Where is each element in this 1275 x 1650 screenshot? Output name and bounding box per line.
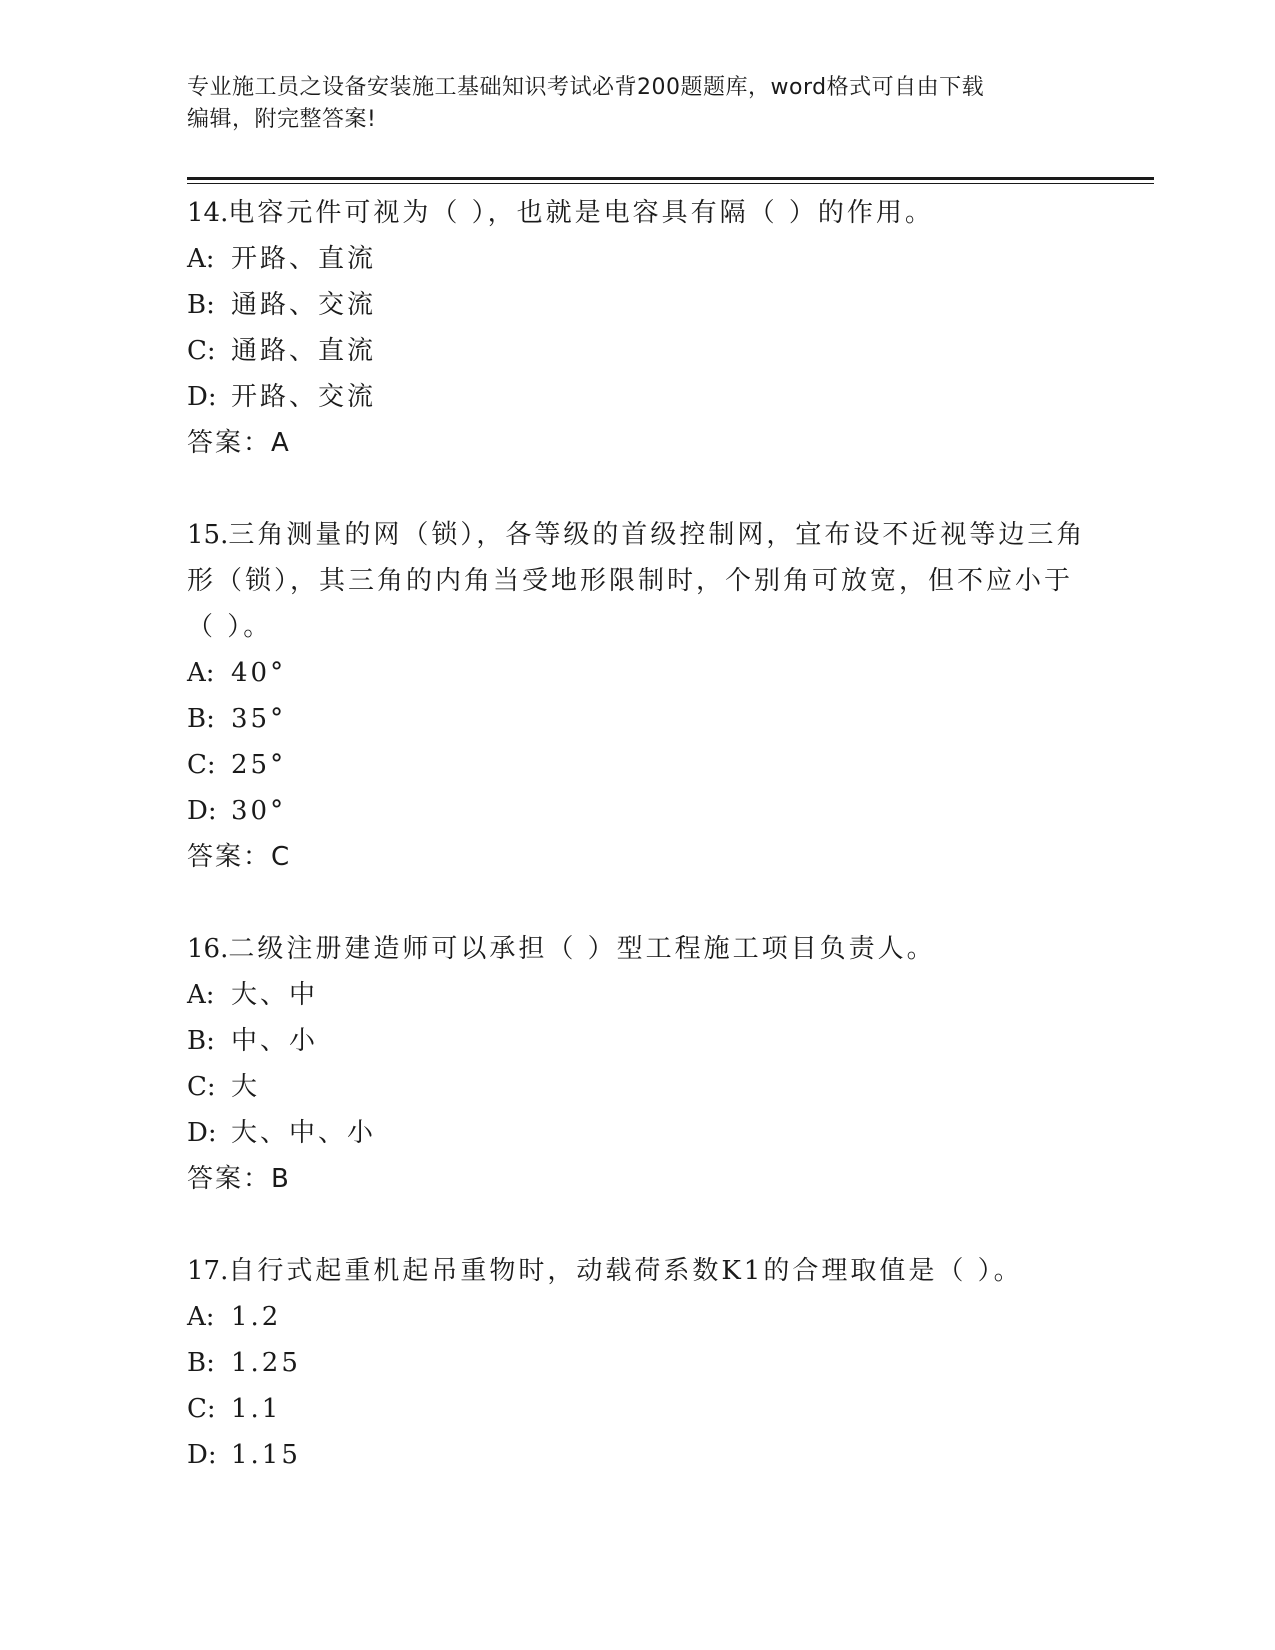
option-c xyxy=(187,328,1087,374)
option-text: 1.2 xyxy=(231,1302,282,1332)
question-stem xyxy=(187,512,1087,650)
option-letter: D: xyxy=(187,1118,217,1148)
option-text: 40° xyxy=(231,658,287,688)
header-divider-thin xyxy=(187,183,1154,184)
question-15 xyxy=(187,512,1087,880)
option-letter: C: xyxy=(187,1072,216,1102)
option-d xyxy=(187,788,1087,834)
option-letter: D: xyxy=(187,382,217,412)
option-a xyxy=(187,650,1087,696)
option-letter: A: xyxy=(187,244,215,274)
question-text: 自行式起重机起吊重物时，动载荷系数K1的合理取值是（ ）。 xyxy=(228,1256,1023,1286)
option-text: 1.1 xyxy=(231,1394,282,1424)
question-list xyxy=(187,190,1087,1524)
option-text: 25° xyxy=(231,750,287,780)
option-text: 开路、交流 xyxy=(231,382,377,412)
option-letter: A: xyxy=(187,1302,215,1332)
option-text: 通路、直流 xyxy=(231,336,377,366)
question-text: 三角测量的网（锁），各等级的首级控制网，宜布设不近视等边三角形（锁），其三角的内角当受地形限制时，个别角可放宽，但不应小于（ ）。 xyxy=(187,520,1086,642)
question-stem xyxy=(187,190,1087,236)
option-letter: B: xyxy=(187,704,215,734)
document-header xyxy=(187,72,1067,136)
option-letter: D: xyxy=(187,1440,217,1470)
option-letter: B: xyxy=(187,290,215,320)
option-text: 开路、直流 xyxy=(231,244,377,274)
question-number: 14. xyxy=(187,198,229,228)
option-d xyxy=(187,374,1087,420)
option-text: 35° xyxy=(231,704,287,734)
answer-line: 答案：C xyxy=(187,842,292,872)
header-line-1: 专业施工员之设备安装施工基础知识考试必背200题题库，word格式可自由下载 xyxy=(187,75,985,100)
question-number: 17. xyxy=(187,1256,229,1286)
question-text: 二级注册建造师可以承担（ ）型工程施工项目负责人。 xyxy=(228,934,936,964)
option-a xyxy=(187,236,1087,282)
option-d xyxy=(187,1110,1087,1156)
option-text: 1.25 xyxy=(231,1348,301,1378)
option-text: 30° xyxy=(231,796,287,826)
answer-line: 答案：A xyxy=(187,428,291,458)
option-a xyxy=(187,1294,1087,1340)
option-c xyxy=(187,1386,1087,1432)
option-letter: B: xyxy=(187,1348,215,1378)
option-text: 通路、交流 xyxy=(231,290,377,320)
question-text: 电容元件可视为（ ），也就是电容具有隔（ ）的作用。 xyxy=(228,198,934,228)
option-b xyxy=(187,1018,1087,1064)
header-divider-thick xyxy=(187,177,1154,180)
question-16 xyxy=(187,926,1087,1202)
option-c xyxy=(187,742,1087,788)
option-text: 大、中 xyxy=(231,980,319,1010)
question-number: 15. xyxy=(187,520,229,550)
option-b xyxy=(187,696,1087,742)
question-17 xyxy=(187,1248,1087,1478)
option-letter: C: xyxy=(187,750,216,780)
option-b xyxy=(187,1340,1087,1386)
header-line-2: 编辑，附完整答案! xyxy=(187,107,377,132)
option-text: 大、中、小 xyxy=(231,1118,377,1148)
option-b xyxy=(187,282,1087,328)
option-d xyxy=(187,1432,1087,1478)
question-14 xyxy=(187,190,1087,466)
question-stem xyxy=(187,926,1087,972)
option-text: 中、小 xyxy=(231,1026,319,1056)
option-text: 大 xyxy=(231,1072,261,1102)
question-number: 16. xyxy=(187,934,229,964)
answer-line: 答案：B xyxy=(187,1164,291,1194)
option-letter: C: xyxy=(187,336,216,366)
option-letter: D: xyxy=(187,796,217,826)
option-a xyxy=(187,972,1087,1018)
option-letter: A: xyxy=(187,658,215,688)
option-letter: A: xyxy=(187,980,215,1010)
option-letter: C: xyxy=(187,1394,216,1424)
option-c xyxy=(187,1064,1087,1110)
option-letter: B: xyxy=(187,1026,215,1056)
question-stem xyxy=(187,1248,1087,1294)
option-text: 1.15 xyxy=(231,1440,301,1470)
